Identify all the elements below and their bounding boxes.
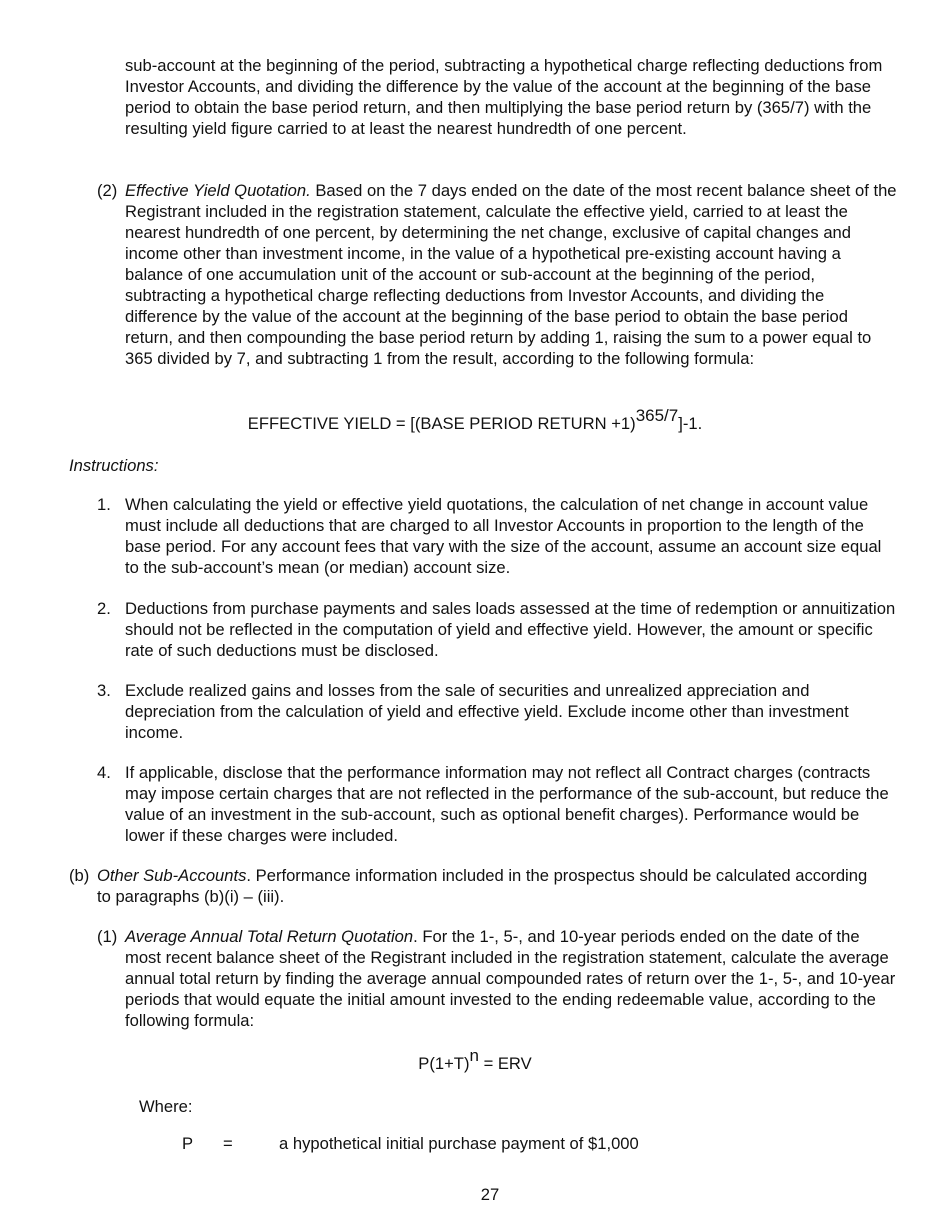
- formula-tail: ]-1.: [678, 414, 703, 433]
- instruction-text: If applicable, disclose that the performance information may not reflect all Contract charges (contracts may impose certain charges that are not reflected in the performance of the sub-account, but reduce the value of an investment in the sub-account, such as optional benefit charges). Performance would be lower if these charges were included.: [125, 763, 889, 845]
- formula-base: P(1+T): [418, 1054, 470, 1073]
- item-marker: (1): [97, 927, 118, 946]
- instruction-item: [97, 598, 897, 661]
- item-body: [125, 180, 897, 369]
- instruction-text: When calculating the yield or effective yield quotations, the calculation of net change in account value must include all deductions that are charged to all Investor Accounts in proportion to the length of the base period. For any account fees that vary with the size of the account, assume an account size equal to the sub-account’s mean (or median) account size.: [125, 495, 882, 577]
- section-text: . Performance information included in the prospectus should be calculated according to paragraphs (b)(i) – (iii).: [97, 866, 868, 906]
- formula-base: EFFECTIVE YIELD = [(BASE PERIOD RETURN +1): [247, 414, 636, 433]
- total-return-formula: [0, 1046, 950, 1074]
- page-number: 27: [480, 1185, 500, 1204]
- instruction-text: Exclude realized gains and losses from the sale of securities and unrealized appreciation and depreciation from the calculation of yield and effective yield. Exclude income other than investment income.: [125, 681, 849, 742]
- other-sub-accounts-section: [69, 865, 869, 907]
- formula-exponent: 365/7: [635, 406, 679, 425]
- instruction-marker: 3.: [97, 681, 111, 700]
- item-marker: (2): [97, 181, 118, 200]
- instruction-item: [97, 494, 897, 578]
- section-body: [97, 865, 869, 907]
- definition-equals: =: [223, 1134, 233, 1153]
- item-title: Average Annual Total Return Quotation: [125, 927, 414, 946]
- instruction-item: [97, 680, 897, 743]
- item-text: . For the 1-, 5-, and 10-year periods ended on the date of the most recent balance sheet of the Registrant included in the registration statement, calculate the average annual total return by finding the average annual compounded rates of return over the 1-, 5-, and 10-year periods that would equate the initial amount invested to the ending redeemable value, according to the following formula:: [125, 927, 896, 1030]
- intro-continuation-paragraph: sub-account at the beginning of the period, subtracting a hypothetical charge reflecting deductions from Investor Accounts, and dividing the difference by the value of the account at the beginning of the base period to obtain the base period return, and then multiplying the base period return by (365/7) with the resulting yield figure carried to at least the nearest hundredth of one percent.: [125, 56, 883, 138]
- instruction-marker: 1.: [97, 495, 111, 514]
- section-title: Other Sub-Accounts: [97, 866, 247, 885]
- formula-tail: = ERV: [478, 1054, 532, 1073]
- effective-yield-formula: [0, 406, 950, 434]
- item-title: Effective Yield Quotation.: [125, 181, 311, 200]
- item-text: Based on the 7 days ended on the date of the most recent balance sheet of the Registrant included in the registration statement, calculate the effective yield, carried to at least the nearest hundredth of one percent, by determining the net change, exclusive of capital changes and income other than investment income, in the value of a hypothetical pre-existing account having a balance of one accumulation unit of the account or sub-account at the beginning of the period, subtracting a hypothetical charge reflecting deductions from Investor Accounts, and dividing the difference by the value of the account at the beginning of the base period to obtain the base period return, and then compounding the base period return by adding 1, raising the sum to a power equal to 365 divided by 7, and subtracting 1 from the result, according to the following formula:: [125, 181, 897, 368]
- formula-exponent: n: [469, 1046, 479, 1065]
- section-marker: (b): [69, 866, 90, 885]
- definition-row: [0, 1133, 950, 1154]
- instructions-heading: Instructions:: [69, 456, 159, 475]
- where-label: Where:: [139, 1097, 193, 1116]
- instruction-marker: 2.: [97, 599, 111, 618]
- instruction-text: Deductions from purchase payments and sales loads assessed at the time of redemption or annuitization should not be reflected in the computation of yield and effective yield. However, the amount or specific rate of such deductions must be disclosed.: [125, 599, 896, 660]
- item-body: [125, 926, 897, 1031]
- definition-symbol: P: [182, 1134, 194, 1153]
- average-annual-return-item: [97, 926, 897, 1031]
- instruction-marker: 4.: [97, 763, 111, 782]
- instruction-item: [97, 762, 897, 846]
- definition-meaning: a hypothetical initial purchase payment of $1,000: [279, 1134, 639, 1153]
- effective-yield-item: [97, 180, 897, 369]
